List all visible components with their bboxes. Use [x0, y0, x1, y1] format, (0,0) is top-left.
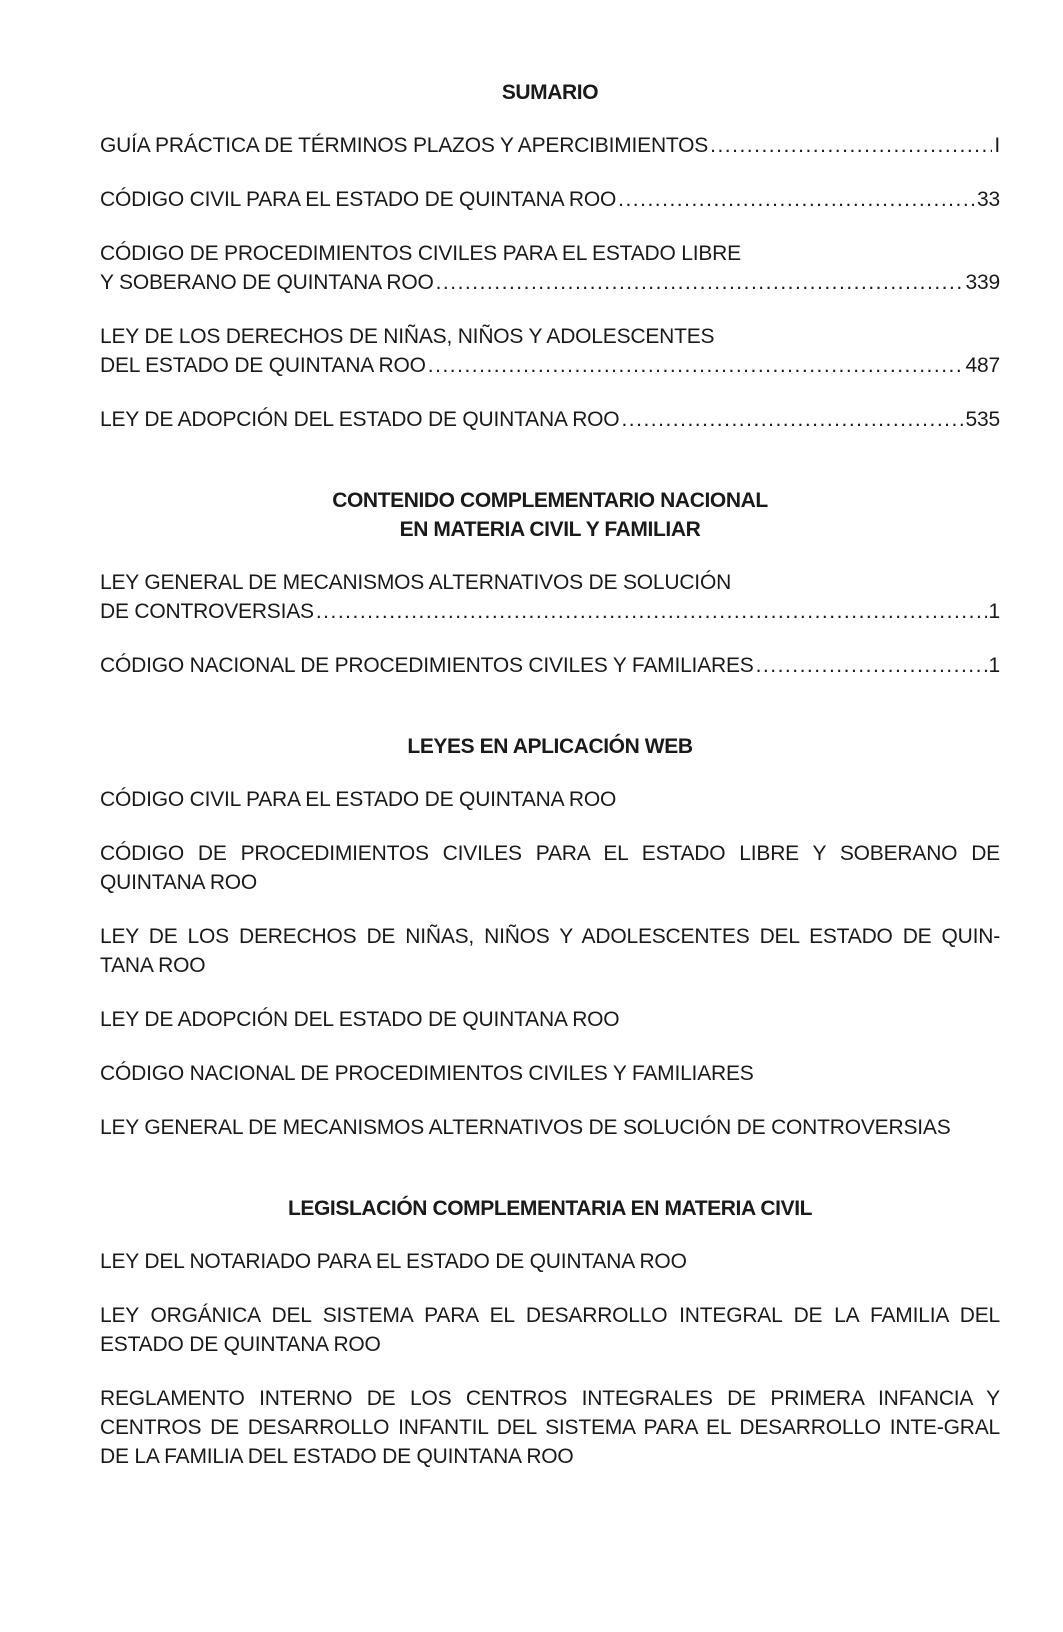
- toc-entry[interactable]: [100, 651, 1000, 680]
- complementary-law-item[interactable]: REGLAMENTO INTERNO DE LOS CENTROS INTEGRALES DE PRIMERA INFANCIA Y CENTROS DE DESARROLLO INFANTIL DEL SISTEMA PARA EL DESARROLLO INTE-GRAL DE LA FAMILIA DEL ESTADO DE QUINTANA ROO: [100, 1387, 1000, 1468]
- toc-entry-title-line: Y SOBERANO DE QUINTANA ROO: [100, 271, 434, 294]
- toc-entry[interactable]: [100, 568, 1000, 626]
- section-title-line: CONTENIDO COMPLEMENTARIO NACIONAL: [332, 489, 768, 512]
- toc-entry-title-line: LEY GENERAL DE MECANISMOS ALTERNATIVOS DE SOLUCIÓN: [100, 571, 732, 594]
- toc-entry[interactable]: [100, 239, 1000, 297]
- toc-entry[interactable]: [100, 185, 1000, 214]
- toc-page-number: 1: [988, 600, 1000, 623]
- section-title-line: EN MATERIA CIVIL Y FAMILIAR: [399, 518, 701, 541]
- toc-entry-title-line: LEY DE LOS DERECHOS DE NIÑAS, NIÑOS Y ADOLESCENTES: [100, 325, 715, 348]
- toc-leader-dots: [436, 268, 964, 297]
- web-law-item[interactable]: CÓDIGO NACIONAL DE PROCEDIMIENTOS CIVILES Y FAMILIARES: [100, 1062, 754, 1085]
- section-title-leyes-web: LEYES EN APLICACIÓN WEB: [407, 735, 693, 758]
- complementary-law-item[interactable]: LEY DEL NOTARIADO PARA EL ESTADO DE QUINTANA ROO: [100, 1250, 687, 1273]
- toc-entry[interactable]: [100, 322, 1000, 380]
- complementary-law-item[interactable]: LEY ORGÁNICA DEL SISTEMA PARA EL DESARROLLO INTEGRAL DE LA FAMILIA DEL ESTADO DE QUINTANA ROO: [100, 1304, 1000, 1356]
- toc-entry-title-line: DEL ESTADO DE QUINTANA ROO: [100, 354, 426, 377]
- toc-page-number: 339: [965, 271, 1000, 294]
- toc-entry-title: LEY DE ADOPCIÓN DEL ESTADO DE QUINTANA ROO: [100, 408, 620, 431]
- toc-leader-dots: [756, 651, 987, 680]
- section-title-contenido-complementario: [100, 486, 1000, 544]
- toc-entry[interactable]: [100, 131, 1000, 160]
- web-law-item[interactable]: LEY GENERAL DE MECANISMOS ALTERNATIVOS DE SOLUCIÓN DE CONTROVERSIAS: [100, 1116, 951, 1139]
- toc-entry[interactable]: [100, 405, 1000, 434]
- document-page: [100, 78, 1000, 1471]
- web-law-item[interactable]: LEY DE ADOPCIÓN DEL ESTADO DE QUINTANA ROO: [100, 1008, 620, 1031]
- toc-page-number: 33: [977, 188, 1000, 211]
- section-title-sumario: SUMARIO: [501, 81, 599, 104]
- toc-leader-dots: [316, 597, 987, 626]
- toc-entry-title-line: CÓDIGO DE PROCEDIMIENTOS CIVILES PARA EL ESTADO LIBRE: [100, 242, 741, 265]
- toc-entry-title: CÓDIGO CIVIL PARA EL ESTADO DE QUINTANA ROO: [100, 188, 617, 211]
- toc-leader-dots: [710, 131, 992, 160]
- toc-page-number: 1: [988, 654, 1000, 677]
- toc-page-number: I: [994, 134, 1000, 157]
- toc-leader-dots: [621, 405, 963, 434]
- toc-leader-dots: [618, 185, 975, 214]
- web-law-item[interactable]: LEY DE LOS DERECHOS DE NIÑAS, NIÑOS Y ADOLESCENTES DEL ESTADO DE QUIN-TANA ROO: [100, 925, 1000, 977]
- toc-entry-title: GUÍA PRÁCTICA DE TÉRMINOS PLAZOS Y APERCIBIMIENTOS: [100, 134, 709, 157]
- section-title-legislacion-complementaria: LEGISLACIÓN COMPLEMENTARIA EN MATERIA CIVIL: [287, 1197, 813, 1220]
- web-law-item[interactable]: CÓDIGO DE PROCEDIMIENTOS CIVILES PARA EL ESTADO LIBRE Y SOBERANO DE QUINTANA ROO: [100, 842, 1000, 894]
- web-law-item[interactable]: CÓDIGO CIVIL PARA EL ESTADO DE QUINTANA ROO: [100, 788, 617, 811]
- toc-entry-title: CÓDIGO NACIONAL DE PROCEDIMIENTOS CIVILES Y FAMILIARES: [100, 654, 754, 677]
- toc-page-number: 535: [965, 408, 1000, 431]
- toc-page-number: 487: [965, 354, 1000, 377]
- toc-entry-title-line: DE CONTROVERSIAS: [100, 600, 314, 623]
- toc-leader-dots: [428, 351, 964, 380]
